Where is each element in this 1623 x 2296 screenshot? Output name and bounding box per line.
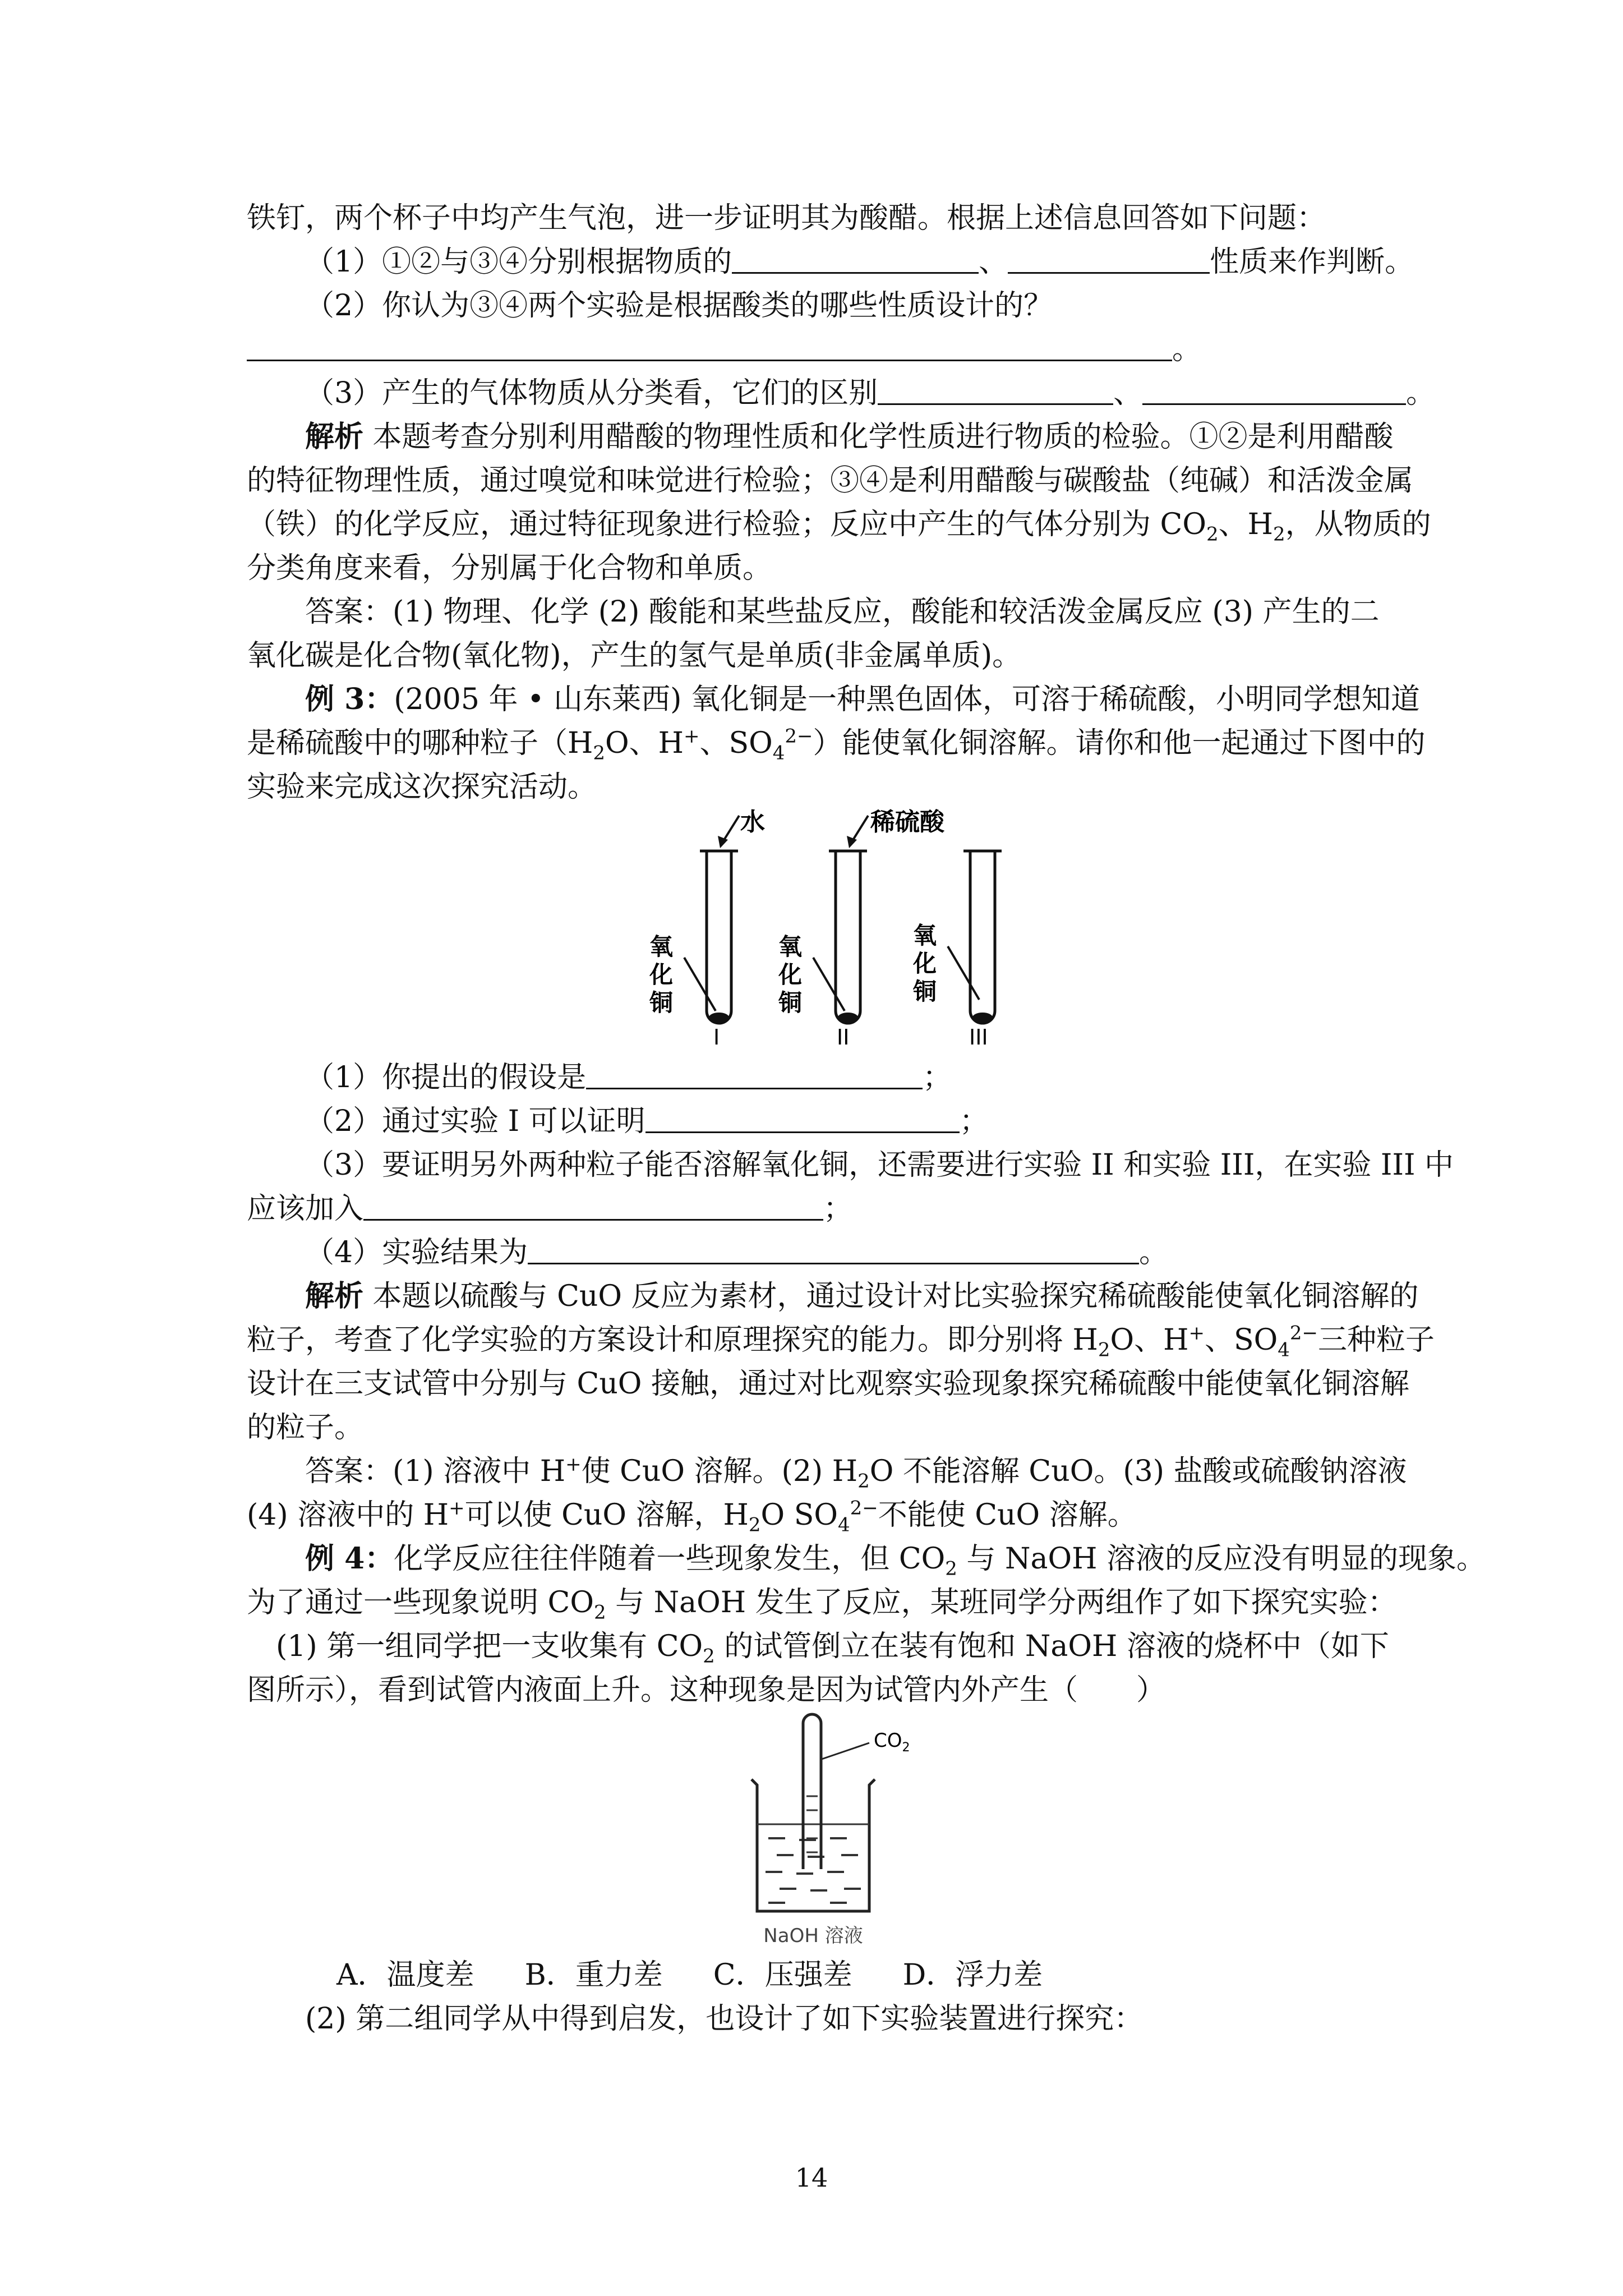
text-span: 、SO [699,726,773,760]
answer-line [247,328,1396,371]
text-span: 使 CuO 溶解。(2) H [581,1455,858,1488]
analysis-label: 解析 [305,1279,364,1313]
question-line [247,1231,1396,1274]
superscript: + [683,725,700,748]
text-span: 是稀硫酸中的哪种粒子（H [247,726,593,760]
label-cuo-3: 铜 [778,989,803,1016]
period: 。 [1406,376,1436,410]
text-span: 与 NaOH 溶液的反应没有明显的现象。 [957,1542,1486,1576]
example-4-line [247,1625,1396,1668]
text-span: O SO [760,1498,838,1532]
text-span: 为了通过一些现象说明 CO [247,1586,594,1619]
analysis-text: 本题考查分别利用醋酸的物理性质和化学性质进行物质的检验。①②是利用醋酸 [372,420,1394,454]
label-cuo-1: 氧 [913,922,937,949]
label-dilute-sulfuric-acid: 稀硫酸 [870,809,944,836]
question-text: 性质来作判断。 [1210,245,1414,279]
subscript: 2 [857,1470,870,1493]
label-water: 水 [740,809,765,836]
text-span: O、H [1110,1323,1189,1357]
answer-blank[interactable] [878,378,1113,405]
subscript: 2 [1272,523,1285,546]
example-4-line [247,1581,1396,1625]
subscript: 4 [1278,1338,1290,1361]
period: 。 [1172,333,1202,366]
answer-blank[interactable] [1008,246,1210,274]
answer-line [247,1450,1407,1493]
subscript: 2 [1098,1338,1110,1361]
subscript: 2 [593,742,605,765]
label-cuo-2: 化 [649,961,674,988]
question-line [247,1187,1396,1231]
question-1 [247,240,1414,284]
example-3-line [247,678,1420,721]
page-number: 14 [795,2162,828,2193]
superscript: + [565,1453,582,1476]
answer-line: 氧化碳是化合物(氧化物)，产生的氢气是单质(非金属单质)。 [247,639,1022,673]
label-cuo-1: 氧 [778,933,803,960]
text-span: O 不能溶解 CuO。(3) 盐酸或硫酸钠溶液 [869,1455,1407,1488]
superscript: + [449,1497,465,1520]
text-span: ）能使氧化铜溶解。请你和他一起通过下图中的 [813,726,1426,760]
question-text: （1）你提出的假设是 [305,1061,587,1094]
text-line: (2) 第二组同学从中得到启发，也设计了如下实验装置进行探究： [305,2002,1144,2036]
text-span: ，从物质的 [1285,508,1431,541]
text-span: 三种粒子 [1318,1323,1435,1357]
example-text: (2005 年 • 山东莱西) 氧化铜是一种黑色固体，可溶于稀硫酸，小明同学想知道 [394,683,1420,716]
test-tubes-diagram [247,809,1396,1056]
analysis-line [247,415,1396,459]
example-3-line [247,721,1426,765]
text-line: 铁钉，两个杯子中均产生气泡，进一步证明其为酸醋。根据上述信息回答如下问题： [247,201,1326,235]
example-4-line: 图所示），看到试管内液面上升。这种现象是因为试管内外产生（ ） [247,1673,1166,1707]
answer-blank[interactable] [247,334,1172,361]
text-span: O、H [605,726,684,760]
liquid-marks [766,1838,861,1903]
test-tube-2 [813,816,868,1023]
roman-1: I [713,1025,720,1050]
test-tube-3 [948,851,1002,1023]
analysis-line: 的特征物理性质，通过嗅觉和味觉进行检验；③④是利用醋酸与碳酸盐（纯碱）和活泼金属 [247,464,1414,498]
text-span: 可以使 CuO 溶解，H [464,1498,749,1532]
separator: 、 [1113,376,1143,410]
subscript: 2 [593,1601,606,1624]
example-label: 例 4： [305,1542,394,1576]
analysis-line [247,503,1431,546]
text-span: （铁）的化学反应，通过特征现象进行检验；反应中产生的气体分别为 CO [247,508,1206,541]
choice-a[interactable]: A．温度差 [336,1958,474,1992]
analysis-line: 分类角度来看，分别属于化合物和单质。 [247,551,772,585]
roman-2: II [837,1025,850,1050]
analysis-line [247,1274,1419,1318]
example-label: 例 3： [305,682,394,716]
analysis-line: 设计在三支试管中分别与 CuO 接触，通过对比观察实验现象探究稀硫酸中能使氧化铜溶解 [247,1367,1409,1401]
label-co2: $CO_2$ [874,1729,910,1755]
subscript: 2 [703,1645,715,1668]
question-text: （4）实验结果为 [305,1236,528,1269]
answer-blank[interactable] [732,246,979,274]
analysis-text: 本题以硫酸与 CuO 反应为素材，通过设计对比实验探究稀硫酸能使氧化铜溶解的 [372,1280,1419,1313]
roman-3: III [969,1025,988,1050]
question-3 [247,371,1436,415]
text-span: 化学反应往往伴随着一些现象发生，但 CO [394,1542,946,1576]
question-text: （3）产生的气体物质从分类看，它们的区别 [305,376,878,410]
text-span: 与 NaOH 发生了反应，某班同学分两组作了如下探究实验： [606,1586,1397,1619]
text-span: (4) 溶液中的 H [247,1498,449,1532]
test-tube-1 [684,816,739,1023]
question-text: （1）①②与③④分别根据物质的 [305,245,732,279]
separator: 、 [979,245,1008,279]
question-line: （3）要证明另外两种粒子能否溶解氧化铜，还需要进行实验 II 和实验 III，在实验 III 中 [305,1148,1454,1182]
choice-b[interactable]: B．重力差 [524,1958,663,1992]
label-cuo-1: 氧 [649,933,674,960]
superscript: 2− [850,1497,878,1520]
text-span: 答案：(1) 溶液中 H [305,1455,566,1488]
answer-blank[interactable] [645,1106,960,1133]
question-text: （2）通过实验 I 可以证明 [305,1105,645,1138]
answer-blank[interactable] [363,1193,823,1221]
analysis-line [247,1318,1435,1362]
question-line [247,1099,1396,1143]
question-line [247,1056,1396,1099]
text-span: 不能使 CuO 溶解。 [878,1498,1137,1532]
subscript: 2 [945,1557,957,1580]
superscript: 2− [1289,1322,1318,1345]
pointer-line [820,1743,869,1760]
label-cuo-2: 化 [913,950,937,977]
punctuation: ； [823,1192,853,1226]
analysis-label: 解析 [305,420,364,454]
answer-line: 答案：(1) 物理、化学 (2) 酸能和某些盐反应，酸能和较活泼金属反应 (3) 产生的二 [305,595,1380,629]
label-cuo-3: 铜 [913,978,937,1005]
choice-list [247,1953,1396,1997]
test-tubes-figure [247,809,1396,1056]
text-span: 的试管倒立在装有饱和 NaOH 溶液的烧杯中（如下 [714,1630,1389,1663]
punctuation: 。 [1139,1236,1169,1269]
subscript: 2 [1206,523,1219,546]
inverted-test-tube [803,1714,821,1869]
subscript: 4 [837,1513,850,1536]
tube-liquid-marks [806,1796,818,1852]
beaker-caption: NaOH 溶液 [763,1925,863,1947]
text-span: 、H [1218,508,1273,541]
answer-line [247,1493,1396,1537]
label-cuo-3: 铜 [649,989,674,1016]
text-span: 、SO [1205,1323,1278,1357]
question-2: （2）你认为③④两个实验是根据酸类的哪些性质设计的？ [305,289,1053,323]
answer-blank[interactable] [586,1062,923,1089]
text-span: (1) 第一组同学把一支收集有 CO [276,1630,703,1663]
choice-c[interactable]: C．压强差 [713,1958,852,1992]
label-cuo-2: 化 [778,961,803,988]
superscript: + [1188,1322,1205,1345]
choice-d[interactable]: D．浮力差 [902,1958,1043,1992]
punctuation: ； [959,1105,989,1138]
beaker-figure [247,1712,1396,1953]
subscript: 4 [772,742,785,765]
beaker-diagram [247,1712,1396,1953]
analysis-line: 的粒子。 [247,1411,364,1444]
answer-blank[interactable] [528,1237,1139,1264]
answer-blank[interactable] [1142,378,1406,405]
question-text: 应该加入 [247,1192,364,1226]
superscript: 2− [785,725,813,748]
page-content [247,196,1486,2041]
example-4-line [247,1537,1486,1581]
example-3-line: 实验来完成这次探究活动。 [247,770,597,804]
subscript: 2 [748,1513,761,1536]
text-span: 粒子，考查了化学实验的方案设计和原理探究的能力。即分别将 H [247,1323,1098,1357]
punctuation: ； [923,1061,952,1094]
